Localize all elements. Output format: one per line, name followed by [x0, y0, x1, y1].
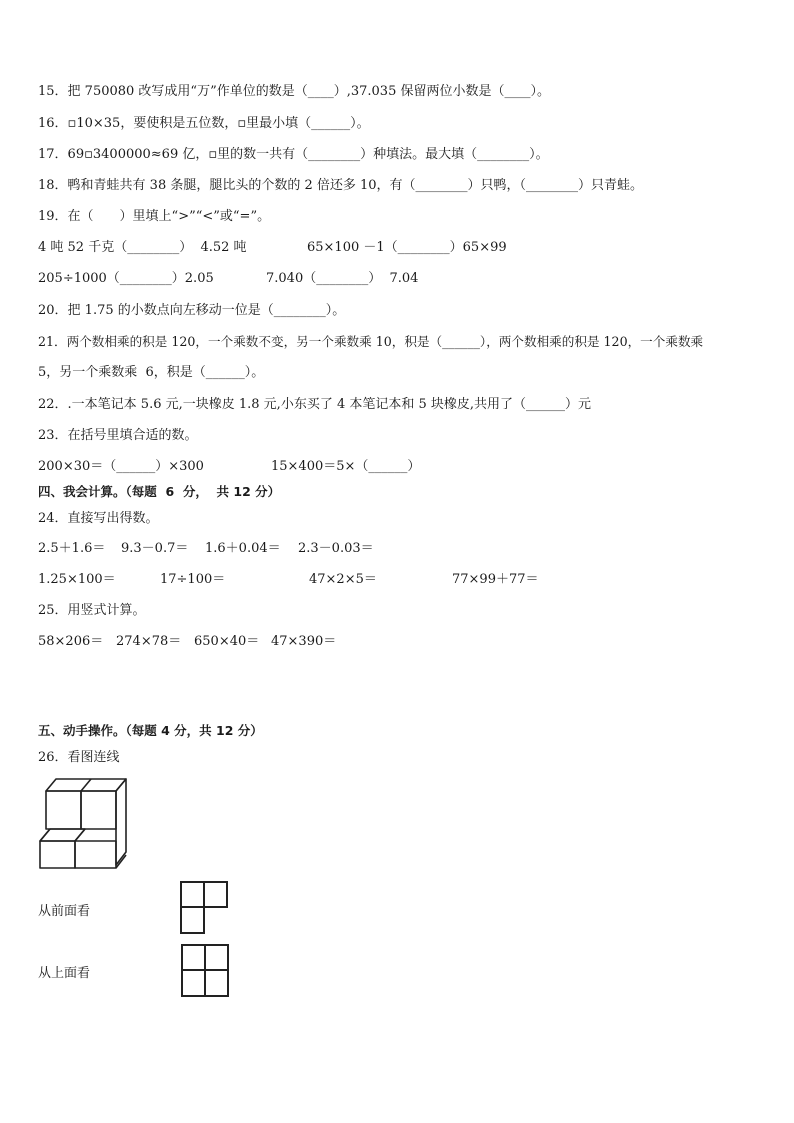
q24-item: 2.5＋1.6＝: [38, 541, 106, 556]
question-22: 22．.一本笔记本 5.6 元,一块橡皮 1.8 元,小东买了 4 本笔记本和 5 块橡皮,共用了（______）元: [38, 397, 592, 412]
question-15: 15．把 750080 改写成用“万”作单位的数是（____）,37.035 保留两位小数是（____）。: [38, 84, 550, 99]
question-21-line-2: 5，另一个乘数乘 6，积是（______）。: [38, 365, 265, 380]
q25-item: 47×390＝: [271, 634, 337, 649]
q24-item: 77×99＋77＝: [452, 572, 539, 587]
question-16: 16．▫10×35，要使积是五位数，▫里最小填（______）。: [38, 116, 370, 131]
q25-item: 650×40＝: [194, 634, 260, 649]
section-4-heading: 四、我会计算。（每题 6 分， 共 12 分）: [38, 484, 281, 499]
q24-item: 47×2×5＝: [309, 572, 377, 587]
q19-compare-4: 7.040（________） 7.04: [266, 271, 419, 286]
q19-compare-2: 65×100 －1（________）65×99: [307, 240, 507, 255]
view-label-front: 从前面看: [38, 904, 91, 919]
q19-compare-3: 205÷1000（________）2.05: [38, 271, 214, 286]
q23-item-2: 15×400＝5×（______）: [271, 459, 421, 474]
question-19: 19．在（ ）里填上“>”“<”或“=”。: [38, 209, 271, 224]
front-view-shape: [180, 881, 230, 935]
q24-item: 17÷100＝: [160, 572, 226, 587]
q24-item: 1.25×100＝: [38, 572, 116, 587]
q24-item: 9.3－0.7＝: [121, 541, 189, 556]
q25-item: 274×78＝: [116, 634, 182, 649]
question-25: 25．用竖式计算。: [38, 603, 146, 618]
question-20: 20．把 1.75 的小数点向左移动一位是（________）。: [38, 303, 346, 318]
question-26: 26．看图连线: [38, 750, 120, 765]
question-23: 23．在括号里填合适的数。: [38, 428, 198, 443]
q24-item: 2.3－0.03＝: [298, 541, 374, 556]
q24-item: 1.6＋0.04＝: [205, 541, 281, 556]
question-24: 24．直接写出得数。: [38, 511, 159, 526]
cube-stack-figure: [40, 777, 130, 872]
q23-item-1: 200×30＝（______）×300: [38, 459, 204, 474]
section-5-heading: 五、动手操作。（每题 4 分，共 12 分）: [38, 723, 263, 738]
q25-item: 58×206＝: [38, 634, 104, 649]
view-label-top: 从上面看: [38, 966, 91, 981]
q19-compare-1: 4 吨 52 千克（________） 4.52 吨: [38, 240, 247, 255]
question-21-line-1: 21．两个数相乘的积是 120，一个乘数不变，另一个乘数乘 10，积是（______），两个数相乘的积是 120，一个乘数乘: [38, 334, 704, 349]
question-17: 17．69▫3400000≈69 亿，▫里的数一共有（________）种填法。最大填（________）。: [38, 147, 549, 162]
question-18: 18．鸭和青蛙共有 38 条腿，腿比头的个数的 2 倍还多 10，有（________）只鸭，（________）只青蛙。: [38, 178, 644, 193]
top-view-shape: [181, 944, 231, 998]
